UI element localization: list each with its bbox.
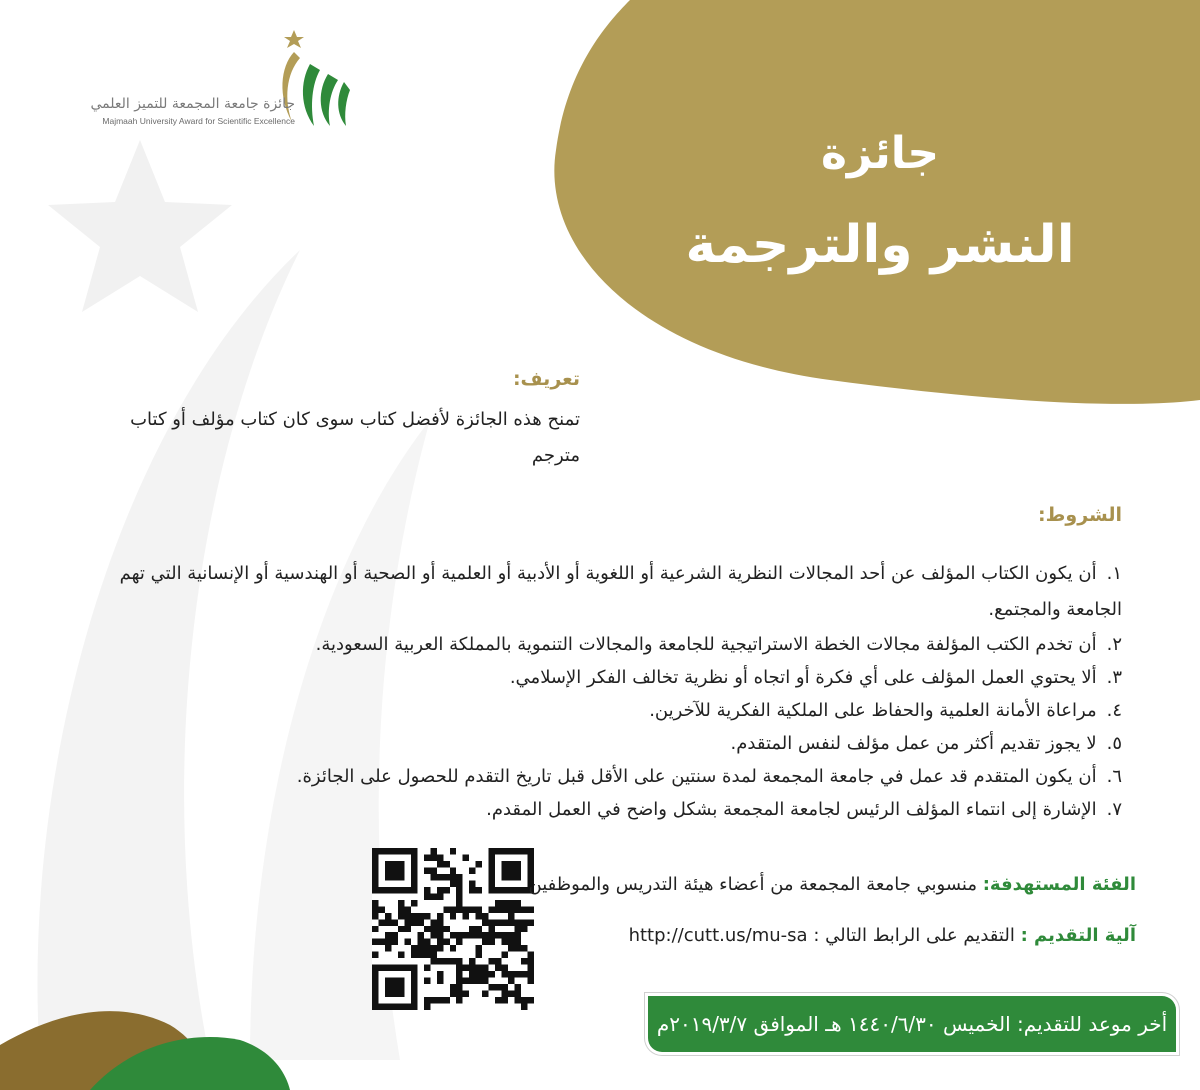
definition-heading: تعريف: [512, 368, 580, 390]
title-line-2: النشر والترجمة [685, 215, 1075, 275]
application-method [496, 925, 1136, 946]
conditions-heading: الشروط: [1038, 504, 1122, 526]
watermark-star-icon [48, 140, 232, 312]
target-group [496, 874, 1136, 895]
condition-item: ٦.أن يكون المتقدم قد عمل في جامعة المجمعة لمدة سنتين على الأقل قبل تاريخ التقدم للحصول على الجائزة. [296, 766, 1122, 787]
target-text: منسوبي جامعة المجمعة من أعضاء هيئة التدريس والموظفين [528, 874, 977, 895]
condition-item: ٥.لا يجوز تقديم أكثر من عمل مؤلف لنفس المتقدم. [730, 733, 1122, 754]
deadline-banner: أخر موعد للتقديم: الخميس ١٤٤٠/٦/٣٠ هـ الموافق ٢٠١٩/٣/٧م [648, 996, 1176, 1052]
target-label: الفئة المستهدفة: [982, 874, 1136, 895]
condition-item: ١.أن يكون الكتاب المؤلف عن أحد المجالات النظرية الشرعية أو اللغوية أو الأدبية أو العلمية أو الصحية أو الهندسية أو الإنسانية التي تهم الجامعة والمجتمع. [119, 563, 1122, 620]
condition-item: ٢.أن تخدم الكتب المؤلفة مجالات الخطة الاستراتيجية للجامعة والمجالات التنموية بالمملكة العربية السعودية. [315, 634, 1122, 655]
gold-header-blob [554, 0, 1200, 404]
condition-item: ٤.مراعاة الأمانة العلمية والحفاظ على الملكية الفكرية للآخرين. [649, 700, 1122, 721]
apply-label: آلية التقديم : [1020, 925, 1136, 946]
apply-link[interactable]: http://cutt.us/mu-sa [628, 925, 808, 946]
definition-body: تمنح هذه الجائزة لأفضل كتاب سوى كان كتاب مؤلف أو كتاب مترجم [130, 409, 580, 466]
condition-item: ٧.الإشارة إلى انتماء المؤلف الرئيس لجامعة المجمعة بشكل واضح في العمل المقدم. [486, 799, 1122, 820]
logo-arabic-name: جائزة جامعة المجمعة للتميز العلمي [90, 96, 295, 112]
apply-text: التقديم على الرابط التالي : [813, 925, 1015, 946]
title-line-1: جائزة [820, 128, 940, 179]
condition-item: ٣.ألا يحتوي العمل المؤلف على أي فكرة أو اتجاه أو نظرية تخالف الفكر الإسلامي. [509, 667, 1122, 688]
conditions-list [92, 556, 1122, 826]
logo-english-name: Majmaah University Award for Scientific Excellence [102, 116, 295, 126]
